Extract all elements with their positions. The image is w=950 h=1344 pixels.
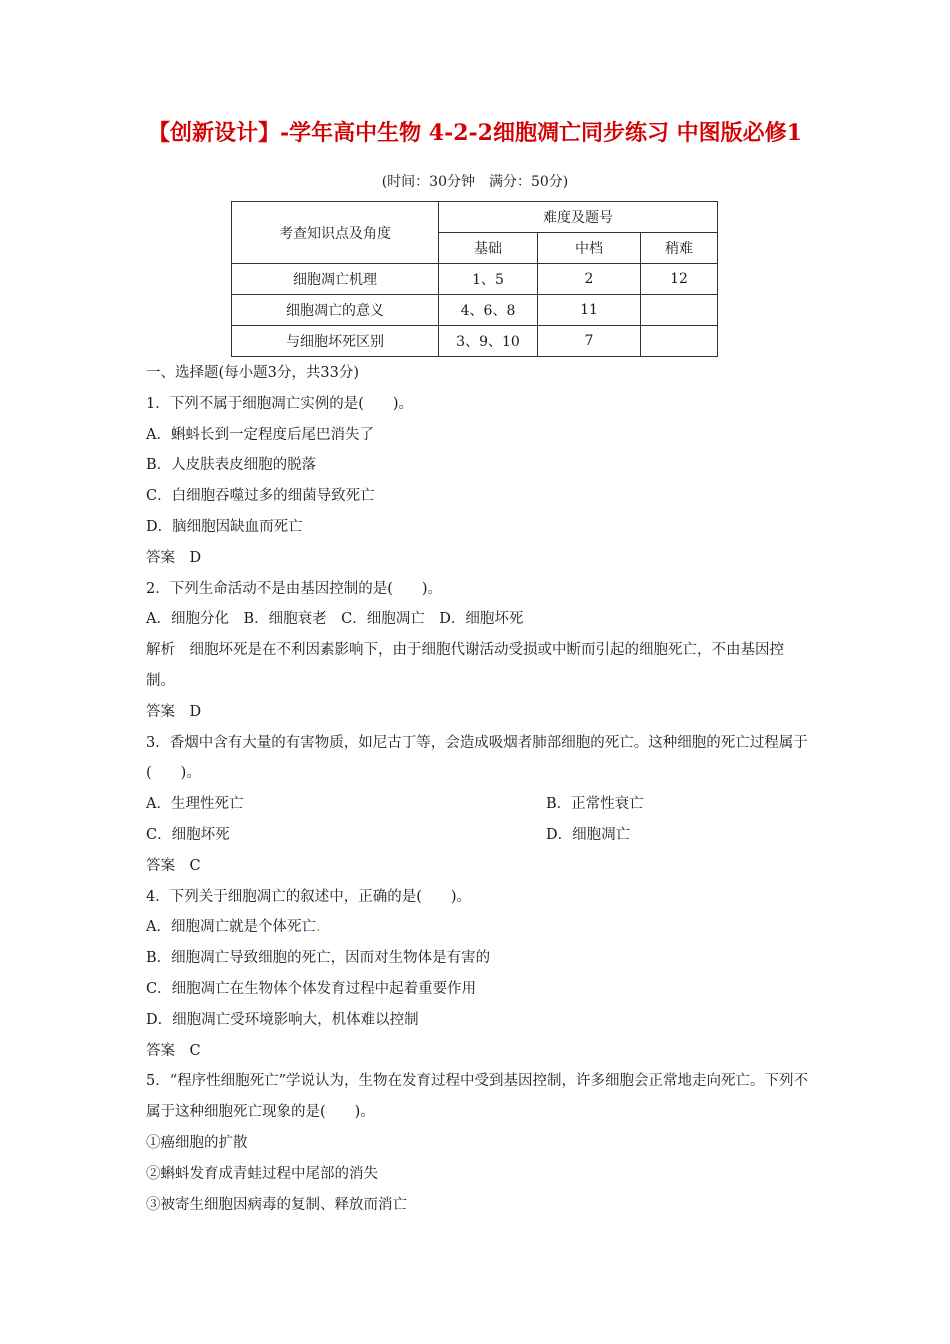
section-heading: 一、选择题(每小题3分，共33分) (146, 365, 359, 381)
table-cell-topic: 与细胞坏死区别 (232, 326, 439, 357)
question-2-stem: 2．下列生命活动不是由基因控制的是( )。 (146, 580, 443, 597)
question-4-answer: 答案 C (146, 1042, 201, 1059)
question-1-stem: 1．下列不属于细胞凋亡实例的是( )。 (146, 395, 414, 412)
question-3-stem: 3．香烟中含有大量的有害物质，如尼古丁等，会造成吸烟者肺部细胞的死亡。这种细胞的死亡过程属于( )。 (146, 734, 808, 782)
table-cell-topic: 细胞凋亡机理 (232, 264, 439, 295)
table-cell-basic: 1、5 (439, 264, 538, 295)
question-4-option-c: C．细胞凋亡在生物体个体发育过程中起着重要作用 (146, 980, 477, 997)
question-2-analysis: 解析 细胞坏死是在不利因素影响下，由于细胞代谢活动受损或中断而引起的细胞死亡，不由基因控制。 (146, 642, 784, 689)
question-3-options-row-1 (146, 789, 811, 820)
question-1-option-a: A．蝌蚪长到一定程度后尾巴消失了 (146, 426, 374, 443)
table-cell-topic: 细胞凋亡的意义 (232, 295, 439, 326)
question-1-option-b: B．人皮肤表皮细胞的脱落 (146, 457, 317, 474)
table-cell-hard: 12 (641, 264, 718, 295)
question-4-option-a (146, 912, 811, 943)
table-cell-medium: 2 (538, 264, 641, 295)
question-3-option-b: B．正常性衰亡 (546, 796, 644, 813)
question-4-stem: 4．下列关于细胞凋亡的叙述中，正确的是( )。 (146, 888, 472, 905)
highlight-mark: . (315, 919, 321, 936)
table-cell-hard (641, 295, 718, 326)
question-content (146, 358, 811, 1220)
question-3-option-c: C．细胞坏死 (146, 826, 230, 843)
question-5-item-1: ①癌细胞的扩散 (146, 1134, 248, 1151)
table-header-medium: 中档 (538, 233, 641, 264)
table-header-topic: 考查知识点及角度 (232, 202, 439, 264)
question-3-option-a: A．生理性死亡 (146, 796, 244, 813)
question-3-options-row-2 (146, 820, 811, 851)
question-4-option-d: D．细胞凋亡受环境影响大，机体难以控制 (146, 1011, 419, 1028)
table-cell-basic: 3、9、10 (439, 326, 538, 357)
table-cell-hard (641, 326, 718, 357)
table-header-basic: 基础 (439, 233, 538, 264)
question-2-options: A．细胞分化 B．细胞衰老 C．细胞凋亡 D．细胞坏死 (146, 611, 524, 628)
table-header-hard: 稍难 (641, 233, 718, 264)
question-2-answer: 答案 D (146, 703, 202, 720)
table-row (232, 264, 718, 295)
question-3-option-d: D．细胞凋亡 (546, 826, 631, 843)
table-row (232, 326, 718, 357)
question-1-option-c: C．白细胞吞噬过多的细菌导致死亡 (146, 488, 375, 505)
table-header-difficulty: 难度及题号 (439, 202, 718, 233)
table-cell-medium: 7 (538, 326, 641, 357)
question-5-item-2: ②蝌蚪发育成青蛙过程中尾部的消失 (146, 1165, 378, 1182)
question-5-stem: 5．“程序性细胞死亡”学说认为，生物在发育过程中受到基因控制，许多细胞会正常地走向死亡。下列不属于这种细胞死亡现象的是( )。 (146, 1073, 809, 1121)
question-4-option-a-text: A．细胞凋亡就是个体死亡 (146, 919, 316, 936)
question-5-item-3: ③被寄生细胞因病毒的复制、释放而消亡 (146, 1196, 407, 1213)
table-cell-basic: 4、6、8 (439, 295, 538, 326)
question-3-answer: 答案 C (146, 857, 201, 874)
question-1-option-d: D．脑细胞因缺血而死亡 (146, 518, 303, 535)
time-score-note: (时间：30分钟 满分：50分) (381, 174, 569, 190)
question-4-option-b: B．细胞凋亡导致细胞的死亡，因而对生物体是有害的 (146, 950, 491, 967)
document-title: 【创新设计】-学年高中生物 4-2-2细胞凋亡同步练习 中图版必修1 (148, 120, 802, 146)
table-row (232, 295, 718, 326)
question-1-answer: 答案 D (146, 549, 202, 566)
knowledge-table (231, 201, 718, 357)
table-cell-medium: 11 (538, 295, 641, 326)
